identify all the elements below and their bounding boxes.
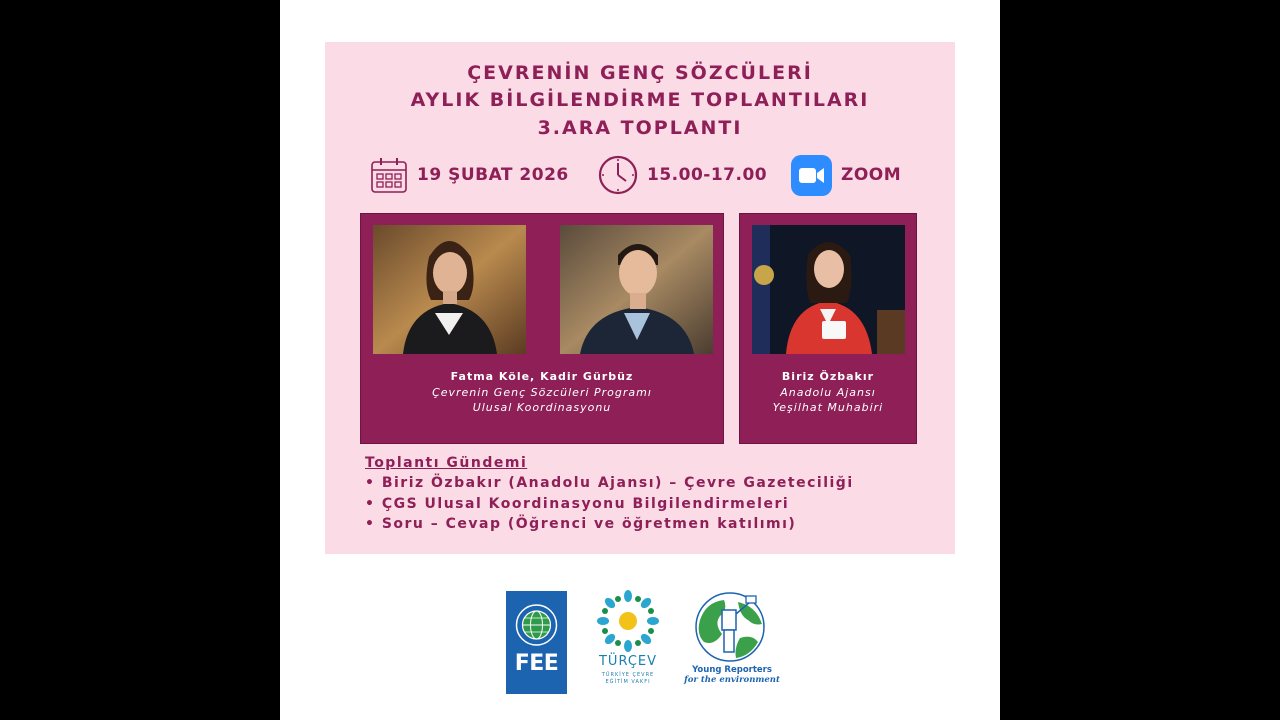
fee-logo-text: FEE <box>514 651 559 676</box>
speaker-photo-kadir <box>560 225 713 354</box>
date-text: 19 ŞUBAT 2026 <box>417 165 569 185</box>
speaker-role-line-1: Çevrenin Genç Sözcüleri Programı <box>432 386 652 399</box>
calendar-icon <box>369 155 409 195</box>
turcev-logo <box>593 590 663 695</box>
agenda-title: Toplantı Gündemi <box>365 455 528 471</box>
speaker-role-biriz-line-1: Anadolu Ajansı <box>780 386 876 399</box>
time-text: 15.00-17.00 <box>647 165 768 185</box>
turcev-subtitle-1: TÜRKİYE ÇEVRE <box>601 672 655 678</box>
poster <box>280 0 1000 720</box>
platform-text: ZOOM <box>841 165 902 185</box>
yre-logo <box>684 590 780 695</box>
sponsor-logos <box>280 590 1000 700</box>
speaker-photo-biriz <box>752 225 905 354</box>
event-date <box>369 155 569 195</box>
turcev-subtitle-2: EĞİTİM VAKFI <box>605 679 651 685</box>
speaker-role-biriz-line-2: Yeşilhat Muhabiri <box>772 401 884 414</box>
agenda-item: • ÇGS Ulusal Koordinasyonu Bilgilendirmeleri <box>365 495 790 512</box>
title-line-1: ÇEVRENİN GENÇ SÖZCÜLERİ <box>467 62 813 84</box>
yre-name-line-2: for the environment <box>684 675 780 685</box>
agenda-item: • Soru – Cevap (Öğrenci ve öğretmen katılımı) <box>365 516 797 532</box>
speaker-names-coordinators: Fatma Köle, Kadir Gürbüz <box>450 370 634 383</box>
agenda <box>365 455 854 535</box>
zoom-camera-icon <box>791 155 832 196</box>
yre-name-line-1: Young Reporters <box>692 665 772 675</box>
clock-icon <box>597 154 639 196</box>
turcev-name: TÜRÇEV <box>598 654 658 669</box>
event-time <box>597 155 767 195</box>
event-panel <box>325 42 955 554</box>
agenda-item: • Biriz Özbakır (Anadolu Ajansı) – Çevre Gazeteciliği <box>365 475 854 491</box>
title-line-3: 3.ARA TOPLANTI <box>537 117 743 139</box>
speaker-role-line-2: Ulusal Koordinasyonu <box>472 401 612 414</box>
title-line-2: AYLIK BİLGİLENDİRME TOPLANTILARI <box>410 89 870 111</box>
speaker-name-biriz: Biriz Özbakır <box>781 370 875 383</box>
fee-logo <box>506 591 567 694</box>
speaker-card-coordinators <box>360 213 724 444</box>
event-platform <box>791 155 901 195</box>
speaker-card-biriz <box>739 213 917 444</box>
speaker-photo-fatma <box>373 225 526 354</box>
